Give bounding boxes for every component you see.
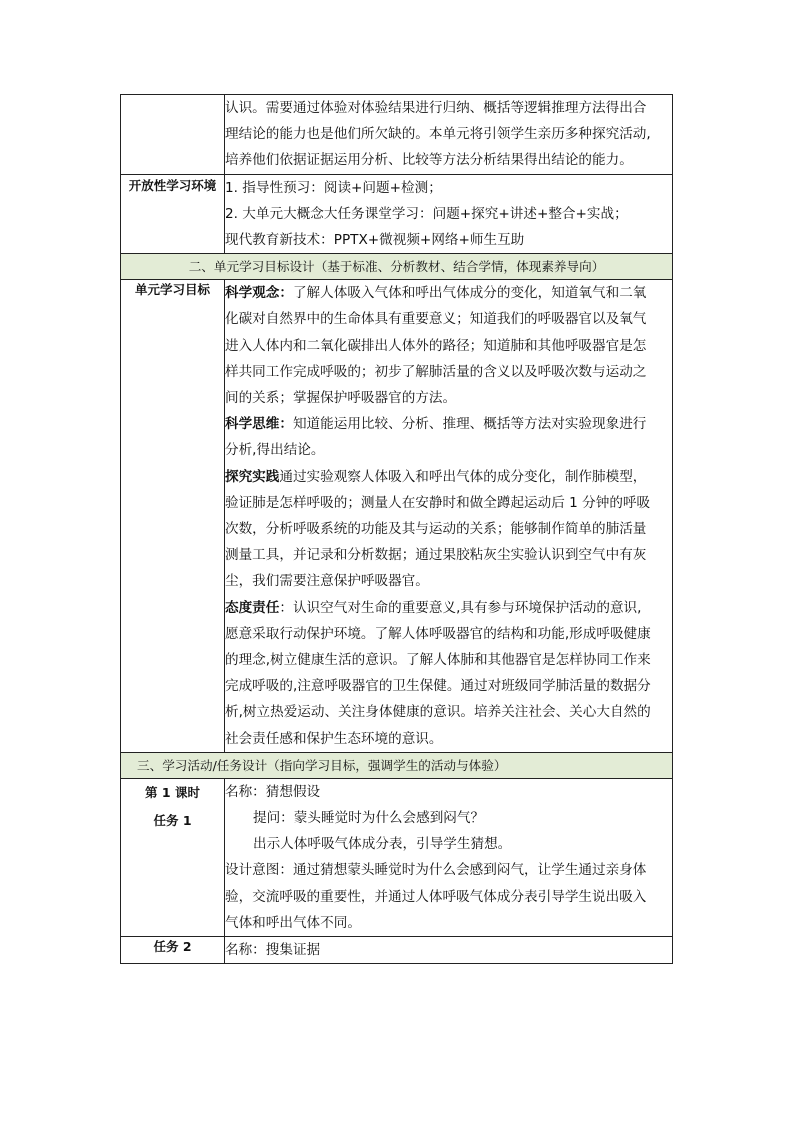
goal-concept-head: 科学观念： [225,285,293,302]
env-line: 1. 指导性预习：阅读+问题+检测； [225,179,442,196]
env-row [121,174,673,254]
task1-label [121,778,225,936]
intro-content [225,95,673,175]
goal-attitude: 态度责任：认识空气对生命的重要意义,具有参与环境保护活动的意识, 愿意采取行动保护环境。了解人体呼吸器官的结构和功能,形成呼吸健康 的理念,树立健康生活的意识。了解人体肺和其他器官是怎样协同工作来 完成呼吸的,注意呼吸器官的卫生保健。通过对班级同学肺活量的数据分 析,树立热爱运动、关注身体健康的意识。培养关注社会、关心大自然的 社会责任感和保护生态环境的意识。 [225,599,651,747]
intro-row [121,95,673,175]
task1-intent-line: 气体和呼出气体不同。 [225,914,361,931]
goal-practice-head: 探究实践 [225,468,280,485]
goal-thinking: 科学思维：知道能运用比较、分析、推理、概括等方法对实验现象进行 分析,得出结论。 [225,416,647,459]
goal-attitude-head: 态度责任 [225,599,280,616]
task1-row [121,778,673,936]
task2-label: 任务 2 [121,937,225,964]
task2-name: 名称：搜集证据 [225,942,321,959]
task1-intent-line: 设计意图：通过猜想蒙头睡觉时为什么会感到闷气，让学生通过亲身体 [225,862,647,879]
lesson-plan-table [120,94,673,964]
goals-label: 单元学习目标 [121,280,225,753]
goals-content [225,280,673,753]
env-label: 开放性学习环境 [121,174,225,254]
goal-thinking-head: 科学思维： [225,416,293,433]
env-line: 现代教育新技术：PPTX+微视频+网络+师生互助 [225,232,525,249]
task1-lesson-label: 第 1 课时 [145,784,200,800]
intro-label-cell [121,95,225,175]
goal-concept: 科学观念：了解人体吸入气体和呼出气体成分的变化，知道氧气和二氧 化碳对自然界中的生命体具有重要意义；知道我们的呼吸器官以及氧气 进入人体内和二氧化碳排出人体外的路径；知道肺和其他呼吸器官是怎 样共同工作完成呼吸的；初步了解肺活量的含义以及呼吸次数与运动之 间的关系；掌握保护呼吸器官的方法。 [225,285,647,407]
section3-row [121,752,673,778]
env-line: 2. 大单元大概念大任务课堂学习：问题+探究+讲述+整合+实战； [225,205,628,222]
env-content [225,174,673,254]
goals-row [121,280,673,753]
task1-show: 出示人体呼吸气体成分表，引导学生猜想。 [253,836,512,853]
intro-line: 理结论的能力也是他们所欠缺的。本单元将引领学生亲历多种探究活动, [225,126,651,143]
section3-title: 三、学习活动/任务设计（指向学习目标，强调学生的活动与体验） [121,752,673,778]
task2-content [225,937,673,964]
task1-task-label: 任务 1 [153,812,192,828]
goal-practice: 探究实践通过实验观察人体吸入和呼出气体的成分变化，制作肺模型， 验证肺是怎样呼吸的；测量人在安静时和做全蹲起运动后 1 分钟的呼吸 次数，分析呼吸系统的功能及其与运动的关系；能够制作简单的肺活量 测量工具，并记录和分析数据；通过果胶粘灰尘实验认识到空气中有灰 尘，我们需要注意保护呼吸器官。 [225,468,651,590]
intro-line: 培养他们依据证据运用分析、比较等方法分析结果得出结论的能力。 [225,152,633,169]
task1-intent-line: 验，交流呼吸的重要性，并通过人体呼吸气体成分表引导学生说出吸入 [225,888,647,905]
intro-line: 认识。需要通过体验对体验结果进行归纳、概括等逻辑推理方法得出合 [225,100,647,116]
section2-title: 二、单元学习目标设计（基于标准、分析教材、结合学情，体现素养导向） [121,254,673,280]
task2-row [121,937,673,964]
section2-row [121,254,673,280]
task1-name: 名称：猜想假设 [225,783,321,800]
task1-content [225,778,673,936]
task1-question: 提问：蒙头睡觉时为什么会感到闷气？ [253,810,485,827]
